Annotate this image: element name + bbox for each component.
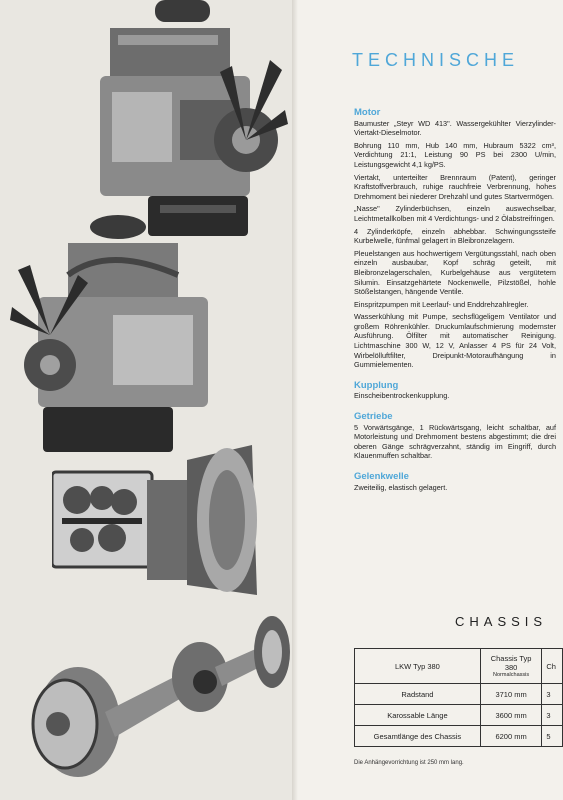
paragraph: Viertakt, unterteilter Brennraum (Patent), geringer Kraftstoffverbrauch, ruhige rauchfreie Verbrennung, hohes Drehmoment bei niederer Drehzahl und gutes Startvermögen. [354, 172, 556, 201]
paragraph: Zweiteilig, elastisch gelagert. [354, 482, 448, 492]
table-footnote: Die Anhängevorrichtung ist 250 mm lang. [354, 760, 464, 766]
engine-photo-top [70, 0, 290, 245]
paragraph: Einspritzpumpen mit Leerlauf- und Enddrehzahlregler. [354, 299, 529, 309]
section-title: Kupplung [354, 379, 399, 391]
engine-photo-side [8, 215, 218, 460]
spec-text-column [354, 108, 556, 495]
paragraph: Baumuster „Steyr WD 413". Wassergekühlter Vierzylinder-Viertakt-Dieselmotor. [354, 118, 556, 138]
section-motor [354, 108, 556, 370]
paragraph: Wasserkühlung mit Pumpe, sechsflügeligem Ventilator und großem Röhrenkühler. Druckumlaufschmierung modernster Ausführung. Ölfilter mit automatischer Reinigung. Lichtmaschine 300 W, 12 V, Anlasser 4 PS für 24 Volt, Wirbelölluftfilter, Dreipunkt-Motoraufhängung in Gummielementen. [354, 312, 556, 370]
paragraph: Einscheibentrockenkupplung. [354, 391, 450, 401]
paragraph: 5 Vorwärtsgänge, 1 Rückwärtsgang, leicht schaltbar, auf Motorleistung und Drehmoment bestens abgestimmt; die drei oberen Gänge schrägverzahnt, ständig im Eingriff, durch Klauenmuffen schaltbar. [354, 422, 556, 461]
table-cell-cut: 3 [542, 684, 563, 705]
rear-axle-photo [10, 612, 290, 787]
chassis-heading: CHASSIS [455, 614, 548, 629]
table-cell-cut: 5 [542, 726, 563, 747]
section-gelenkwelle [354, 472, 556, 492]
page-fold [292, 0, 298, 800]
table-cell-value: 3600 mm [480, 705, 541, 726]
paragraph: „Nasse" Zylinderbüchsen, einzeln auswechselbar, Leichtmetallkolben mit 4 Verdichtungs- und 2 Ölabstreifringen. [354, 204, 556, 223]
header-sub-label: Normalchassis [493, 672, 530, 678]
section-title: Motor [354, 107, 381, 118]
table-cell-label: Karossable Länge [355, 705, 481, 726]
chassis-table [354, 648, 563, 747]
table-cell-label: Radstand [355, 684, 481, 705]
section-kupplung [354, 381, 556, 401]
paragraph: 4 Zylinderköpfe, einzeln abhebbar. Schwingungssteife Kurbelwelle, fünfmal gelagert in Bleibronzelagern. [354, 226, 556, 246]
table-row [355, 705, 563, 726]
section-title: Getriebe [354, 411, 393, 423]
table-cell-value: 3710 mm [480, 684, 541, 705]
table-header-cell: Ch [542, 649, 563, 684]
table-cell-label: Gesamtlänge des Chassis [355, 726, 481, 747]
section-getriebe [354, 412, 556, 461]
table-header-cell [480, 649, 541, 684]
table-header-row [355, 649, 563, 684]
table-header-cell: LKW Typ 380 [355, 649, 481, 684]
paragraph: Bohrung 110 mm, Hub 140 mm, Hubraum 5322 cm³, Verdichtung 21:1, Leistung 90 PS bei 2300 U/min, Leistungsgewicht 4,1 kg/PS. [354, 140, 556, 169]
table-cell-cut: 3 [542, 705, 563, 726]
table-row [355, 684, 563, 705]
paragraph: Pleuelstangen aus hochwertigem Vergütungsstahl, nach oben einzeln ausbaubar, Kopf schräg geteilt, mit Bleibronzelagerschalen, Kurbelgehäuse aus vergütetem Silumin. Einsatzgehärtete Nockenwelle, Pilzstößel, hohle Stößelstangen, hängende Ventile. [354, 248, 556, 297]
table-row [355, 726, 563, 747]
gearbox-cutaway-photo [52, 440, 257, 605]
table-cell-value: 6200 mm [480, 726, 541, 747]
page-heading: TECHNISCHE [352, 50, 520, 70]
section-title: Gelenkwelle [354, 471, 409, 482]
header-type-label: Chassis Typ 380 [490, 654, 532, 672]
